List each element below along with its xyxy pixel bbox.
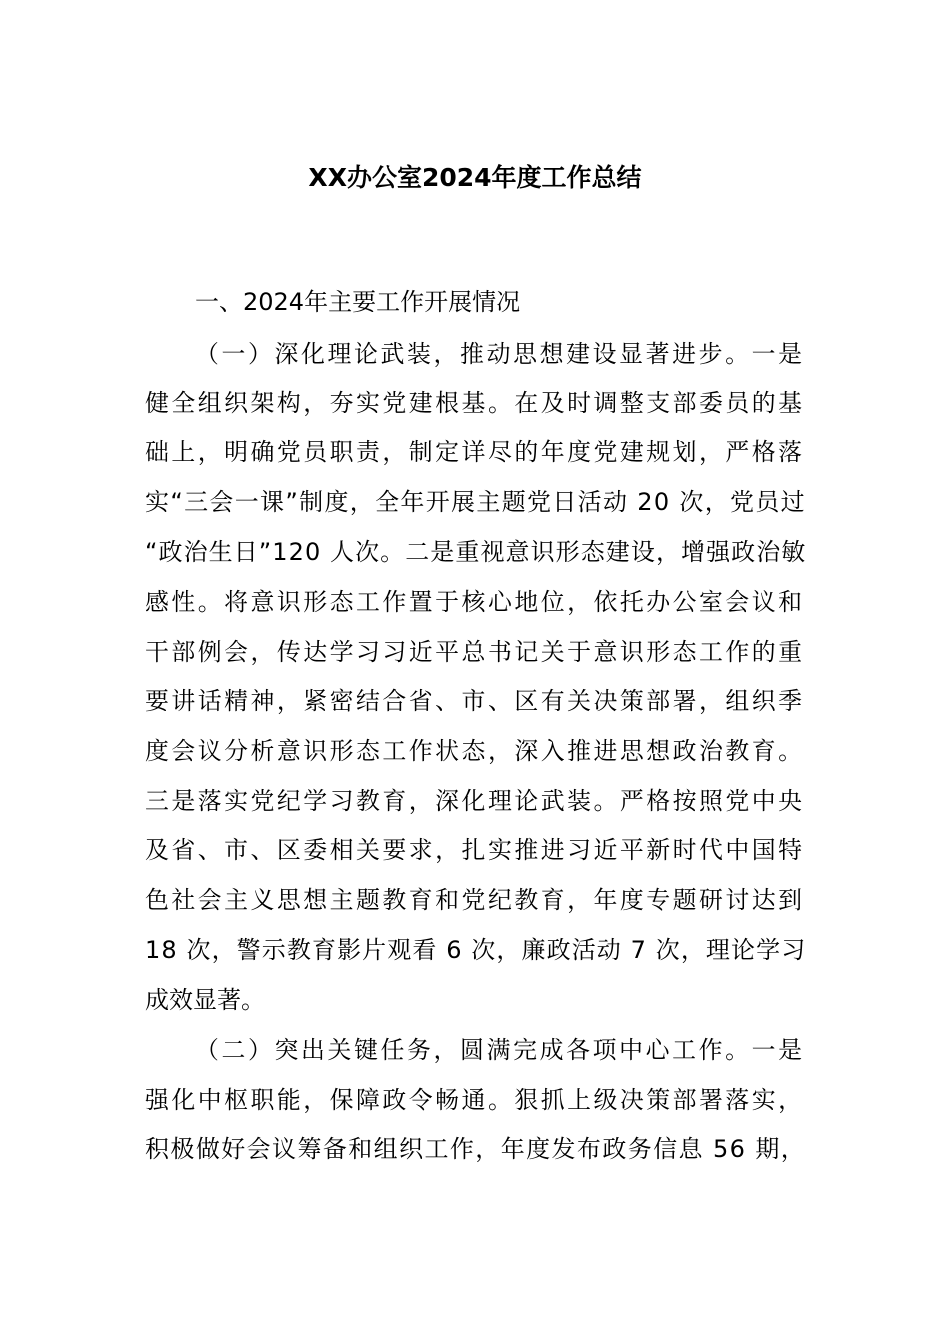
document-title: XX办公室2024年度工作总结 (308, 163, 642, 192)
paragraph-line: 积极做好会议筹备和组织工作，年度发布政务信息 56 期， (145, 1135, 807, 1163)
paragraph-line: 三是落实党纪学习教育，深化理论武装。严格按照党中央 (145, 787, 805, 815)
paragraph-line: “政治生日”120 人次。二是重视意识形态建设，增强政治敏 (145, 538, 807, 566)
paragraph-line: 成效显著。 (145, 986, 265, 1014)
section-heading: 一、2024年主要工作开展情况 (195, 288, 521, 316)
paragraph-line: 18 次，警示教育影片观看 6 次，廉政活动 7 次，理论学习 (145, 936, 807, 964)
paragraph-line: 强化中枢职能，保障政令畅通。狠抓上级决策部署落实， (145, 1086, 805, 1114)
paragraph-line: 度会议分析意识形态工作状态，深入推进思想政治教育。 (145, 737, 805, 765)
paragraph-line: 及省、市、区委相关要求，扎实推进习近平新时代中国特 (145, 836, 805, 864)
paragraph-line: 实“三会一课”制度，全年开展主题党日活动 20 次，党员过 (145, 488, 806, 516)
paragraph-line: 干部例会，传达学习习近平总书记关于意识形态工作的重 (145, 638, 805, 666)
paragraph-line: （二）突出关键任务，圆满完成各项中心工作。一是 (195, 1036, 805, 1064)
paragraph-line: 色社会主义思想主题教育和党纪教育，年度专题研讨达到 (145, 886, 805, 914)
paragraph-line: 础上，明确党员职责，制定详尽的年度党建规划，严格落 (145, 438, 805, 466)
paragraph-line: 感性。将意识形态工作置于核心地位，依托办公室会议和 (145, 588, 805, 616)
paragraph-line: （一）深化理论武装，推动思想建设显著进步。一是 (195, 340, 805, 368)
paragraph-line: 健全组织架构，夯实党建根基。在及时调整支部委员的基 (145, 389, 805, 417)
paragraph-line: 要讲话精神，紧密结合省、市、区有关决策部署，组织季 (145, 687, 805, 715)
